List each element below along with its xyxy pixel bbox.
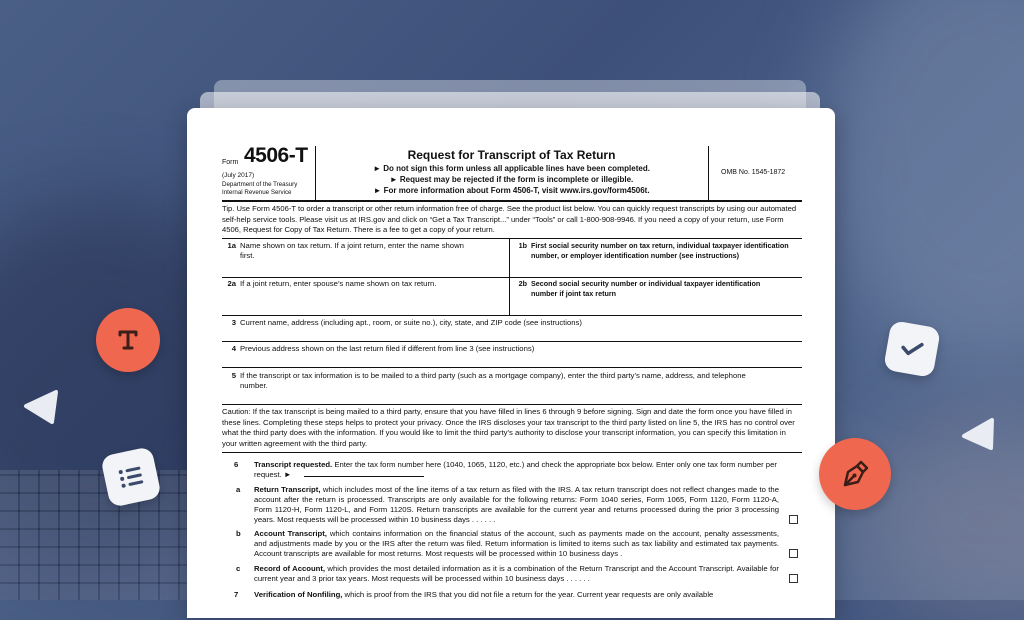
text-tool-button[interactable]: [96, 308, 160, 372]
dept-line-1: Department of the Treasury: [222, 181, 298, 188]
line-6-instructions: Enter the tax form number here (1040, 1065, 1120, etc.) and check the appropriate box below. Enter only one tax form number per request. ►: [254, 460, 777, 479]
list-tool-button[interactable]: [100, 446, 162, 508]
checkmark-icon: [899, 338, 926, 360]
line-4-label: Previous address shown on the last return filed if different from line 3 (see instructions): [240, 344, 535, 353]
tax-form-page: [187, 108, 835, 618]
item-description: which provides the most detailed information as it is a combination of the Return Transcript and the Account Transcript. Available for current year and 3 prior tax years. Most requests will be processed within 10 business days . . . . . .: [254, 564, 779, 583]
item-heading: Return Transcript,: [254, 485, 321, 494]
line-1a-label: Name shown on tax return. If a joint return, enter the name shown first.: [240, 241, 464, 260]
item-text: [254, 564, 779, 584]
line-4-row[interactable]: [222, 342, 802, 368]
line-num: 5: [231, 371, 236, 380]
form-id-block: [222, 146, 316, 200]
record-of-account-checkbox[interactable]: [789, 574, 798, 583]
omb-block: [708, 146, 803, 200]
line-7-text: [254, 590, 779, 600]
line-6-text: [254, 460, 779, 480]
line-3-row[interactable]: [222, 316, 802, 342]
signature-tool-button[interactable]: [819, 438, 891, 510]
omb-number: OMB No. 1545-1872: [721, 169, 786, 176]
return-transcript-checkbox[interactable]: [789, 515, 798, 524]
item-letter: c: [236, 564, 241, 573]
line-2a-label: If a joint return, enter spouse’s name shown on tax return.: [240, 279, 437, 288]
item-text: [254, 529, 779, 559]
item-text: [254, 485, 779, 525]
form-title: Request for Transcript of Tax Return: [407, 148, 616, 162]
item-letter: a: [236, 485, 241, 494]
line-num: 1b: [518, 241, 527, 250]
line-2b-label: Second social security number or individual taxpayer identification number if joint tax return: [531, 279, 761, 298]
background-laptop-keyboard: [0, 470, 200, 600]
line-num: 3: [231, 318, 236, 327]
instruction-bullet: ► For more information about Form 4506-T, visit www.irs.gov/form4506t.: [373, 186, 650, 195]
item-heading: Account Transcript,: [254, 529, 327, 538]
line-5-row[interactable]: [222, 368, 802, 405]
form-title-block: [315, 146, 708, 200]
line-3-text: [222, 318, 802, 328]
line-num: 1a: [227, 241, 236, 250]
line-1a-field[interactable]: [222, 241, 507, 260]
pen-nib-icon: [839, 458, 871, 490]
instruction-bullet: ► Request may be rejected if the form is incomplete or illegible.: [389, 175, 634, 184]
form-date: (July 2017): [222, 172, 255, 179]
line-4-text: [222, 344, 802, 354]
check-tool-button[interactable]: [883, 320, 941, 378]
line-5-text: [222, 371, 802, 390]
divider: [509, 239, 510, 277]
triangle-decoration-icon: [958, 414, 998, 454]
tip-paragraph: Tip. Use Form 4506-T to order a transcript or other return information free of charge. See the product list below. You can quickly request transcripts by using our automated self-help service tools. Please visit us at IRS.gov and click on “Get a Tax Transcript...” under “Tools” or call 1-800-908-9946. If you need a copy of your return, use Form 4506, Request for Copy of Tax Return. There is a fee to get a copy of your return.: [222, 204, 797, 234]
item-description: which contains information on the financial status of the account, such as payments made on the account, penalty assessments, and adjustments made by you or the IRS after the return was filed. Return information is limited to items such as tax liability and estimated tax payments. Account transcripts are available for most returns. Most requests will be processed within 10 business days .: [254, 529, 779, 558]
line-5-label: If the transcript or tax information is to be mailed to a third party (such as a mortgage company), enter the third party’s name, address, and telephone number.: [240, 371, 746, 390]
form-label: Form: [222, 159, 239, 166]
line-num: 2b: [518, 279, 527, 288]
item-heading: Record of Account,: [254, 564, 326, 573]
line-7-heading: Verification of Nonfiling,: [254, 590, 343, 599]
list-icon: [116, 464, 146, 491]
account-transcript-checkbox[interactable]: [789, 549, 798, 558]
form-number: 4506-T: [244, 144, 308, 167]
line-3-label: Current name, address (including apt., room, or suite no.), city, state, and ZIP code (see instructions): [240, 318, 582, 327]
department: [222, 181, 297, 196]
tax-form-number-input[interactable]: [304, 476, 424, 477]
line-2b-field[interactable]: [513, 279, 801, 298]
line-1b-label: First social security number on tax return, individual taxpayer identification number, or employer identification number (see instructions): [531, 241, 789, 260]
divider: [509, 277, 510, 315]
line-num: 4: [231, 344, 236, 353]
line-2-row: [222, 277, 802, 316]
dept-line-2: Internal Revenue Service: [222, 188, 292, 196]
item-description: which includes most of the line items of a tax return as filed with the IRS. A tax return transcript does not reflect changes made to the account after the return is processed. Transcripts are only available for the following returns: Form 1040 series, Form 1065, Form 1120, Form 1120-A, Form 1120-H, Form 1120-L, and Form 1120S. Return transcripts are available for the current year and returns processed during the prior 3 processing years. Most requests will be processed within 10 business days . . . . . .: [254, 485, 779, 524]
background-warm: [860, 420, 1024, 620]
line-1b-field[interactable]: [513, 241, 801, 260]
line-7-description: which is proof from the IRS that you did not file a return for the year. Current year requests are only available: [344, 590, 714, 599]
line-6-num: 6: [234, 460, 239, 469]
line-1-row: [222, 238, 802, 278]
text-icon: [115, 327, 141, 353]
item-letter: b: [236, 529, 241, 538]
line-7-num: 7: [234, 590, 239, 599]
form-header: [222, 146, 802, 202]
instruction-bullet: ► Do not sign this form unless all applicable lines have been completed.: [373, 164, 650, 173]
caution-paragraph: Caution: If the tax transcript is being mailed to a third party, ensure that you have filled in lines 6 through 9 before signing. Sign and date the form once you have filled in these lines. Completing these steps helps to protect your privacy. Once the IRS discloses your tax transcript to the third party listed on line 5, the IRS has no control over what the third party does with the information. If you would like to limit the third party’s authority to disclose your transcript information, you can specify this limitation in your written agreement with the third party.: [222, 407, 802, 453]
triangle-decoration-icon: [22, 388, 62, 428]
line-6-heading: Transcript requested.: [254, 460, 333, 469]
background-light: [820, 0, 1024, 360]
line-2a-field[interactable]: [222, 279, 507, 289]
line-num: 2a: [227, 279, 236, 288]
